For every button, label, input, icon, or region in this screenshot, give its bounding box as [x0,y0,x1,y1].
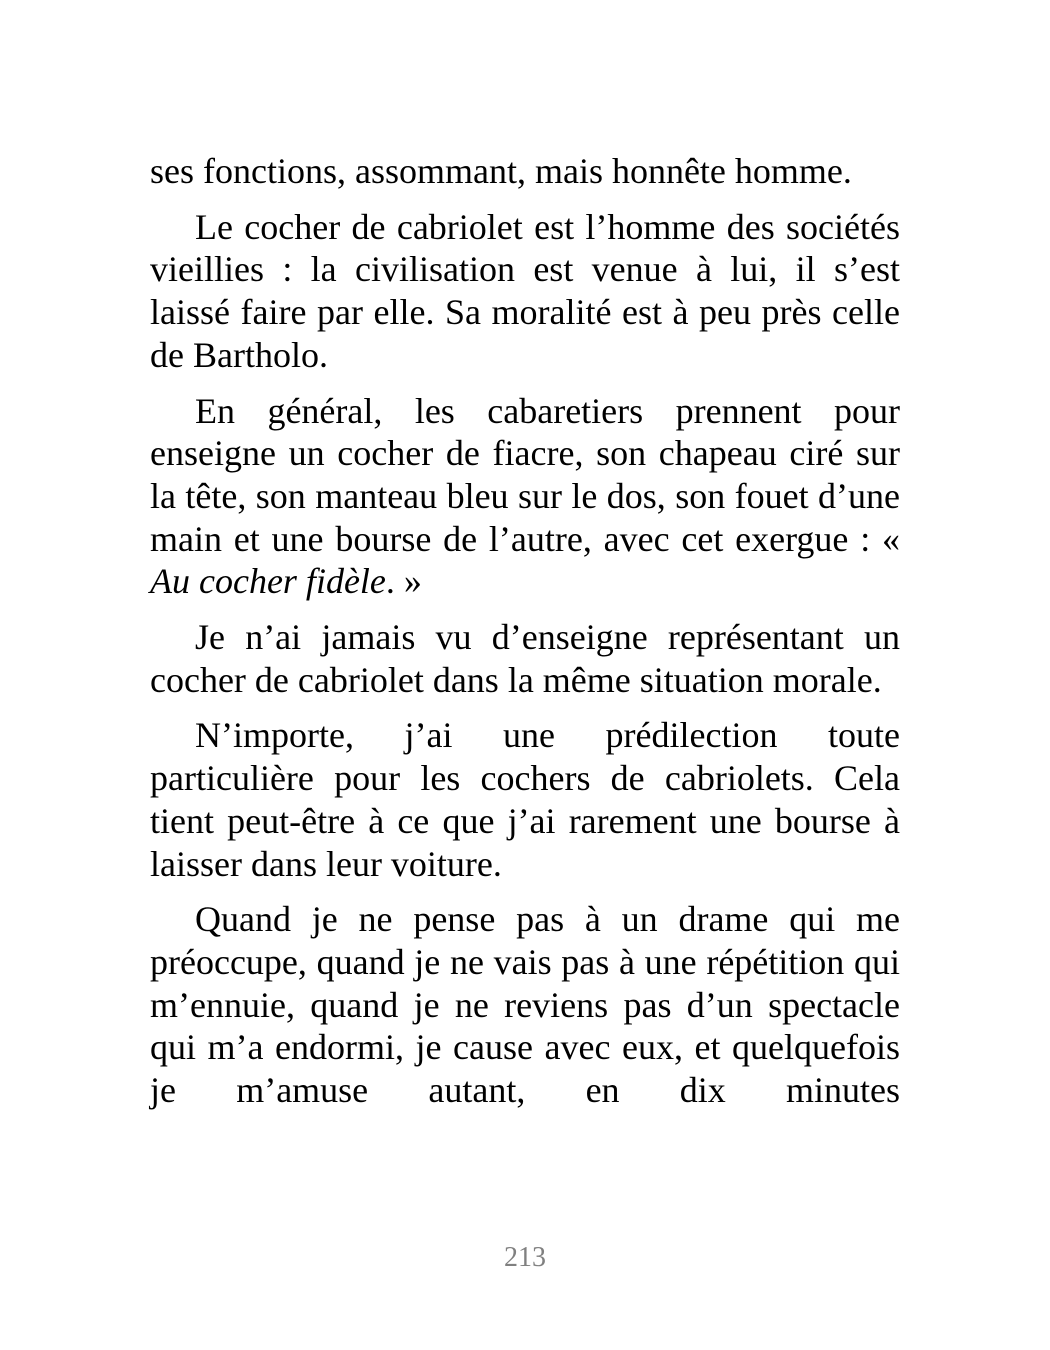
paragraph-cabaretiers-text: En général, les cabaretiers prennent pour enseigne un cocher de fiacre, son chapeau ciré sur la tête, son manteau bleu sur le dos, son fouet d’une main et une bourse de l’autre, avec cet exergue : « [150,390,900,559]
paragraph-cabaretiers [150,390,900,604]
page-number: 213 [504,1242,546,1273]
page-body [150,150,900,1112]
paragraph-cabriolet-driver: Le cocher de cabriolet est l’homme des sociétés vieillies : la civilisation est venue à lui, il s’est laissé faire par elle. Sa moralité est à peu près celle de Bartholo. [150,206,900,375]
paragraph-cabaretiers-end: . » [385,561,422,602]
paragraph-continuation: ses fonctions, assommant, mais honnête homme. [150,151,852,191]
paragraph-predilection: N’importe, j’ai une prédilection toute particulière pour les cochers de cabriolets. Cela tient peut-être à ce que j’ai rarement une bourse à laisser dans leur voiture. [150,715,900,884]
paragraph-quand: Quand je ne pense pas à un drame qui me préoccupe, quand je ne vais pas à une répétition qui m’ennuie, quand je ne reviens pas d’un spectacle qui m’a endormi, je cause avec eux, et quelquefois je m’amuse autant, en dix minutes [150,899,900,1111]
sign-motto: Au cocher fidèle [150,561,386,602]
paragraph-enseigne: Je n’ai jamais vu d’enseigne représentant un cocher de cabriolet dans la même situation morale. [150,617,900,700]
